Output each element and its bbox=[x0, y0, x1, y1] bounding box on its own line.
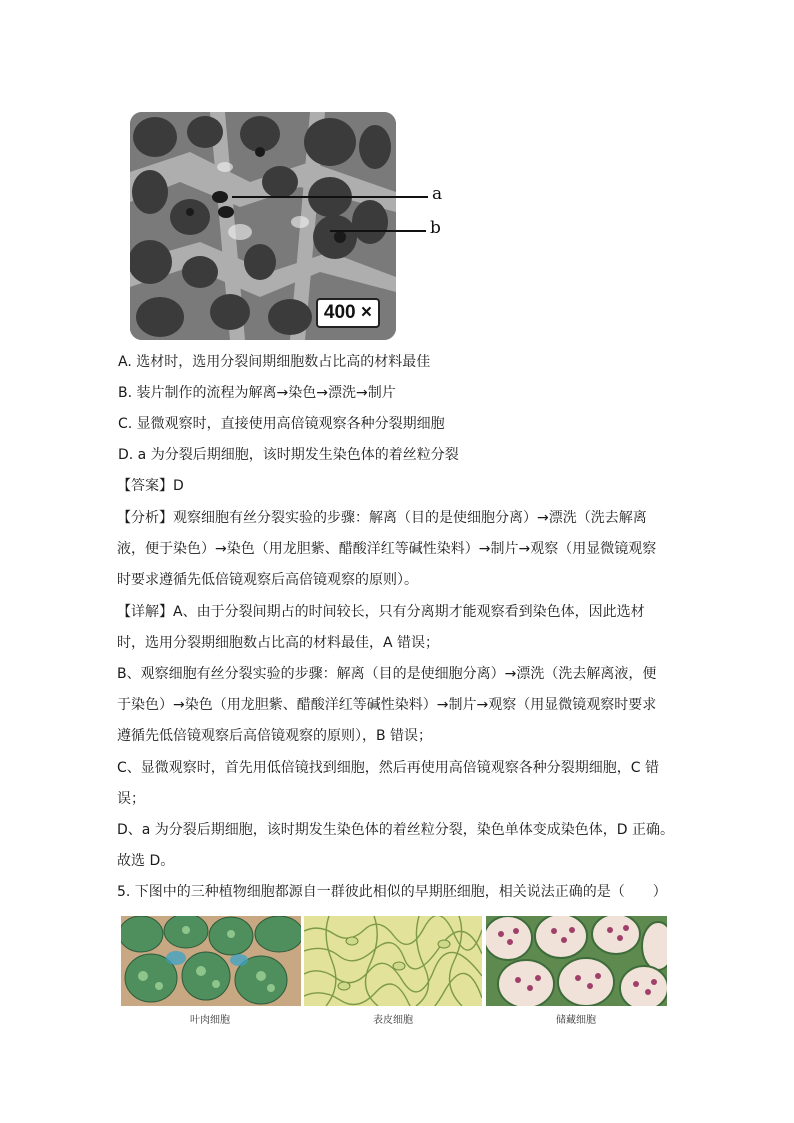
caption-storage: 储藏细胞 bbox=[556, 1015, 596, 1026]
pointer-b-label: b bbox=[430, 218, 441, 238]
detail-line: B、观察细胞有丝分裂实验的步骤：解离（目的是使细胞分离）→漂洗（洗去解离液，便 bbox=[117, 666, 657, 682]
detail-line: 时，选用分裂期细胞数占比高的材料最佳，A 错误； bbox=[117, 635, 440, 651]
detail-line: 故选 D。 bbox=[117, 853, 175, 869]
root-tip-micrograph bbox=[130, 112, 396, 340]
mesophyll-cell-photo bbox=[121, 916, 301, 1006]
question-5: 5. 下图中的三种植物细胞都源自一群彼此相似的早期胚细胞，相关说法正确的是（ ） bbox=[117, 884, 667, 900]
option-c: C. 显微观察时，直接使用高倍镜观察各种分裂期细胞 bbox=[118, 416, 445, 432]
pointer-b-line bbox=[330, 230, 426, 232]
answer-line: 【答案】D bbox=[117, 478, 184, 494]
detail-line: D、a 为分裂后期细胞，该时期发生染色体的着丝粒分裂，染色单体变成染色体，D 正确。 bbox=[117, 822, 675, 838]
caption-epidermal: 表皮细胞 bbox=[373, 1015, 413, 1026]
magnification-label: 400 × bbox=[316, 298, 380, 328]
detail-line: C、显微观察时，首先用低倍镜找到细胞，然后再使用高倍镜观察各种分裂期细胞，C 错 bbox=[117, 760, 659, 776]
detail-line: 遵循先低倍镜观察后高倍镜观察的原则），B 错误； bbox=[117, 728, 433, 744]
analysis-line: 【分析】观察细胞有丝分裂实验的步骤：解离（目的是使细胞分离）→漂洗（洗去解离 bbox=[117, 510, 647, 526]
option-a: A. 选材时，选用分裂间期细胞数占比高的材料最佳 bbox=[118, 354, 431, 370]
detail-line: 误； bbox=[117, 791, 145, 807]
analysis-line: 液，便于染色）→染色（用龙胆紫、醋酸洋红等碱性染料）→制片→观察（用显微镜观察 bbox=[117, 541, 657, 557]
option-d: D. a 为分裂后期细胞，该时期发生染色体的着丝粒分裂 bbox=[118, 447, 459, 463]
pointer-a-label: a bbox=[432, 184, 443, 204]
caption-mesophyll: 叶肉细胞 bbox=[190, 1015, 230, 1026]
pointer-a-line bbox=[232, 196, 428, 198]
detail-line: 【详解】A、由于分裂间期占的时间较长，只有分离期才能观察看到染色体，因此选材 bbox=[117, 604, 645, 620]
option-b: B. 装片制作的流程为解离→染色→漂洗→制片 bbox=[118, 385, 396, 401]
plant-cell-photos bbox=[121, 916, 667, 1008]
storage-cell-photo bbox=[486, 916, 667, 1006]
analysis-line: 时要求遵循先低倍镜观察后高倍镜观察的原则）。 bbox=[117, 572, 418, 588]
epidermal-cell-photo bbox=[304, 916, 482, 1006]
detail-line: 于染色）→染色（用龙胆紫、醋酸洋红等碱性染料）→制片→观察（用显微镜观察时要求 bbox=[117, 697, 657, 713]
